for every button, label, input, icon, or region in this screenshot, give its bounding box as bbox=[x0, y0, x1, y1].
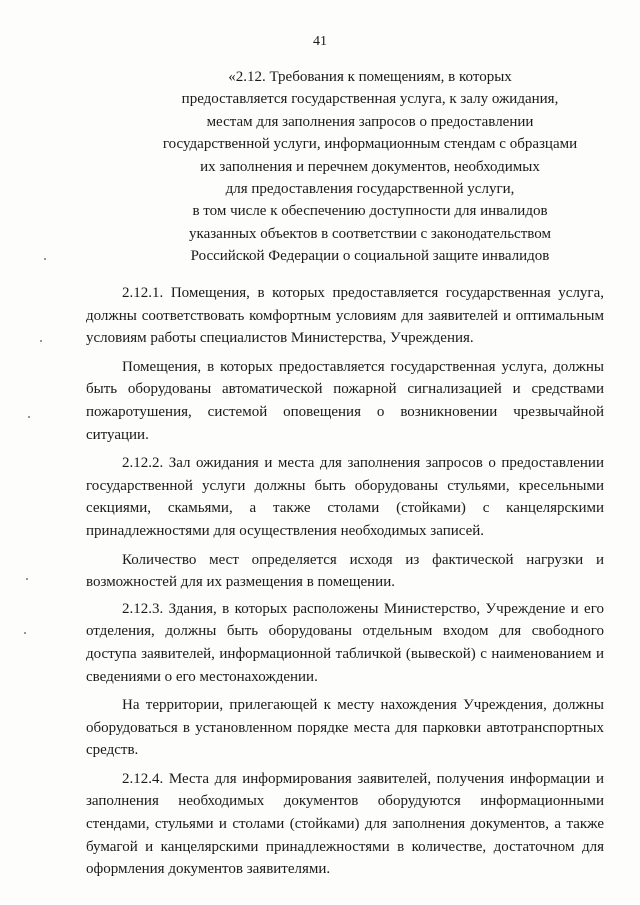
paragraph-2-12-1: 2.12.1. Помещения, в которых предоставляется государственная услуга, должны соответствовать комфортным условиям для заявителей и оптимальным условиям работы специалистов Министерства, Учреждения. bbox=[86, 285, 604, 347]
heading-line: указанных объектов в соответствии с законодательством bbox=[189, 225, 551, 242]
paragraph-2-12-4: 2.12.4. Места для информирования заявителей, получения информации и заполнения необходимых документов оборудуются информационными стендами, стульями и столами (стойками) для заполнения документов, а также бумагой и канцелярскими принадлежностями в количестве, достаточном для оформления документов заявителями. bbox=[86, 770, 604, 878]
document-body bbox=[86, 282, 604, 887]
heading-line: «2.12. Требования к помещениям, в которых bbox=[228, 69, 512, 85]
heading-line: их заполнения и перечнем документов, необходимых bbox=[200, 158, 540, 175]
paragraph-2-12-3: 2.12.3. Здания, в которых расположены Министерство, Учреждение и его отделения, должны быть оборудованы отдельным входом для свободного доступа заявителей, информационной табличкой (вывеской) с наименованием и сведениями о его местонахождении. bbox=[86, 600, 604, 685]
scan-speck bbox=[26, 578, 28, 580]
paragraph-2-12-2: 2.12.2. Зал ожидания и места для заполнения запросов о предоставлении государственной услуги должны быть оборудованы стульями, кресельными секциями, скамьями, а также столами (стойками) с канцелярскими принадлежностями для осуществления необходимых записей. bbox=[86, 455, 604, 539]
scan-speck bbox=[24, 632, 26, 634]
scan-speck bbox=[44, 258, 46, 260]
heading-line: Российской Федерации о социальной защите инвалидов bbox=[190, 248, 550, 265]
heading-line: для предоставления государственной услуги, bbox=[225, 181, 515, 198]
scan-speck bbox=[40, 340, 42, 342]
heading-line: в том числе к обеспечению доступности для инвалидов bbox=[192, 203, 548, 220]
heading-line: государственной услуги, информационным стендам с образцами bbox=[162, 136, 578, 153]
page-number: 41 bbox=[313, 34, 327, 49]
section-heading bbox=[150, 66, 590, 268]
heading-line: местам для заполнения запросов о предоставлении bbox=[206, 113, 534, 130]
scan-speck bbox=[28, 416, 30, 418]
paragraph-fire-safety: Помещения, в которых предоставляется государственная услуга, должны быть оборудованы автоматической пожарной сигнализацией и средствами пожаротушения, системой оповещения о возникновении чрезвычайной ситуации. bbox=[86, 358, 604, 443]
heading-line: предоставляется государственная услуга, к залу ожидания, bbox=[181, 91, 559, 108]
paragraph-seat-count: Количество мест определяется исходя из фактической нагрузки и возможностей для их размещения в помещении. bbox=[86, 551, 604, 591]
paragraph-parking: На территории, прилегающей к месту нахождения Учреждения, должны оборудоваться в установленном порядке места для парковки автотранспортных средств. bbox=[86, 697, 604, 759]
